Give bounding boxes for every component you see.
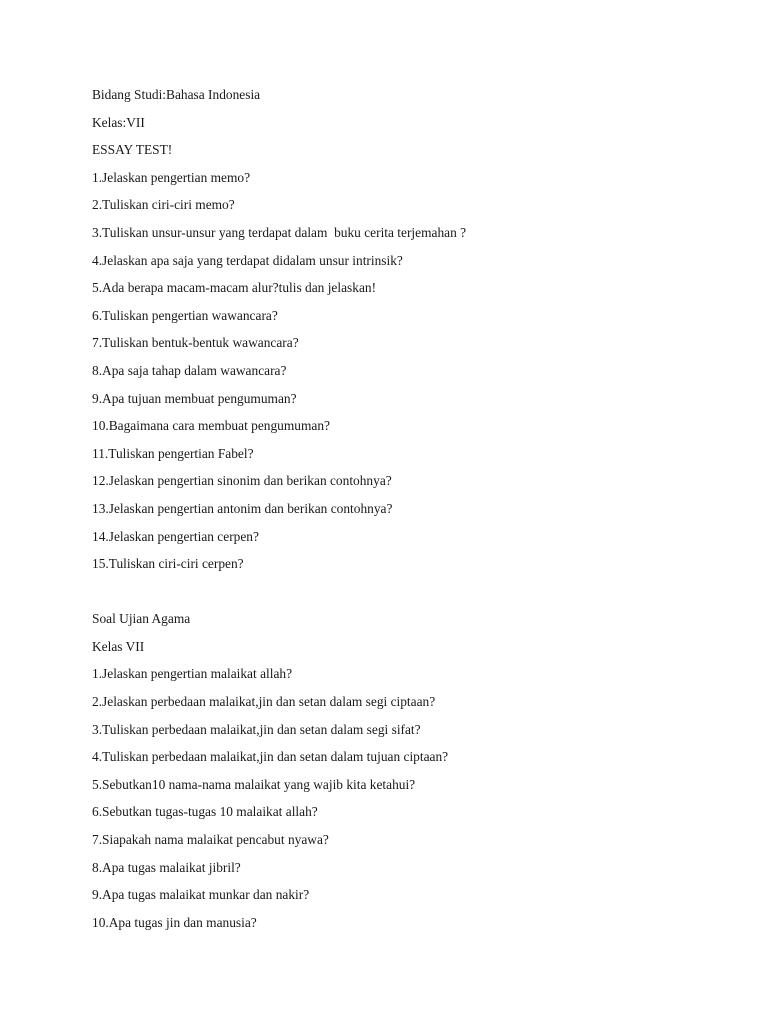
subject-heading: Bidang Studi:Bahasa Indonesia — [92, 87, 261, 102]
question-item: 14.Jelaskan pengertian cerpen? — [92, 528, 259, 544]
question-item: 15.Tuliskan ciri-ciri cerpen? — [92, 556, 244, 572]
question-item: 2.Jelaskan perbedaan malaikat,jin dan setan dalam segi ciptaan? — [92, 694, 436, 710]
question-item: 4.Jelaskan apa saja yang terdapat didalam unsur intrinsik? — [92, 252, 403, 268]
section2-title: Soal Ujian Agama — [92, 611, 191, 627]
question-item: 5.Ada berapa macam-macam alur?tulis dan jelaskan! — [92, 280, 377, 296]
test-title: ESSAY TEST! — [92, 142, 173, 158]
section-spacer — [92, 581, 732, 609]
question-item: 1.Jelaskan pengertian memo? — [92, 169, 251, 185]
question-item: 7.Siapakah nama malaikat pencabut nyawa? — [92, 832, 329, 848]
question-item: 6.Sebutkan tugas-tugas 10 malaikat allah? — [92, 804, 318, 820]
question-item: 11.Tuliskan pengertian Fabel? — [92, 445, 254, 461]
question-item: 8.Apa saja tahap dalam wawancara? — [92, 362, 287, 378]
question-item: 3.Tuliskan unsur-unsur yang terdapat dalam buku cerita terjemahan ? — [92, 224, 467, 240]
question-item: 3.Tuliskan perbedaan malaikat,jin dan setan dalam segi sifat? — [92, 721, 421, 737]
question-item: 10.Bagaimana cara membuat pengumuman? — [92, 418, 330, 434]
document-content — [92, 84, 732, 939]
question-item: 9.Apa tugas malaikat munkar dan nakir? — [92, 887, 310, 903]
question-item: 2.Tuliskan ciri-ciri memo? — [92, 197, 235, 213]
section2-class-heading: Kelas VII — [92, 638, 145, 654]
question-item: 9.Apa tujuan membuat pengumuman? — [92, 390, 297, 406]
question-item: 1.Jelaskan pengertian malaikat allah? — [92, 666, 293, 682]
question-item: 10.Apa tugas jin dan manusia? — [92, 914, 257, 930]
question-item: 5.Sebutkan10 nama-nama malaikat yang wajib kita ketahui? — [92, 776, 416, 792]
question-item: 8.Apa tugas malaikat jibril? — [92, 859, 241, 875]
class-heading: Kelas:VII — [92, 114, 145, 130]
question-item: 13.Jelaskan pengertian antonim dan berikan contohnya? — [92, 500, 393, 516]
question-item: 12.Jelaskan pengertian sinonim dan berikan contohnya? — [92, 473, 392, 489]
question-item: 7.Tuliskan bentuk-bentuk wawancara? — [92, 335, 299, 351]
question-item: 4.Tuliskan perbedaan malaikat,jin dan setan dalam tujuan ciptaan? — [92, 749, 449, 765]
question-item: 6.Tuliskan pengertian wawancara? — [92, 307, 278, 323]
